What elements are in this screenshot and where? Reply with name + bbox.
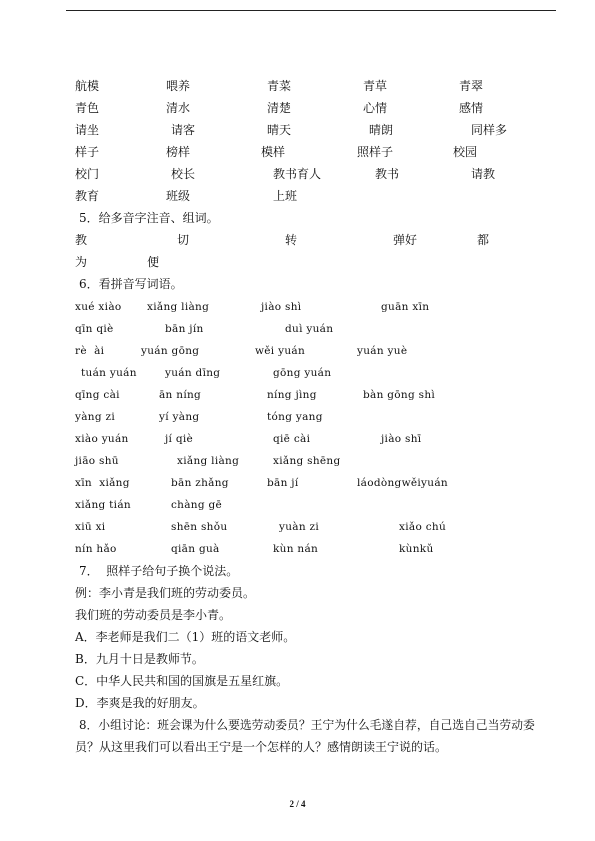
word: 航模 bbox=[75, 79, 100, 93]
pinyin-word: kùn nán bbox=[273, 543, 319, 555]
word: 青菜 bbox=[267, 79, 292, 93]
word-row bbox=[0, 187, 595, 205]
q8-line: 员？从这里我们可以看出王宁是一个怎样的人？感情朗读王宁说的话。 bbox=[75, 740, 448, 754]
word: 青翠 bbox=[459, 79, 484, 93]
pinyin-word: guān xīn bbox=[381, 301, 430, 313]
pinyin-row bbox=[0, 518, 595, 536]
pinyin-word: jí qiè bbox=[165, 433, 194, 445]
word: 喂养 bbox=[166, 79, 191, 93]
pinyin-word: xué xiào bbox=[75, 301, 122, 313]
header-rule bbox=[66, 10, 556, 11]
pinyin-word: láodòngwěiyuán bbox=[357, 477, 448, 489]
pinyin-word: tuán yuán bbox=[81, 367, 137, 379]
word: 清水 bbox=[166, 101, 191, 115]
word: 样子 bbox=[75, 145, 100, 159]
polyphone-char: 转 bbox=[285, 233, 298, 247]
word: 青色 bbox=[75, 101, 100, 115]
q6-title: 6．看拼音写词语。 bbox=[79, 277, 183, 291]
pinyin-word: wěi yuán bbox=[255, 345, 306, 357]
q7-example: 例：李小青是我们班的劳动委员。 bbox=[75, 586, 256, 600]
q7-title: 7． 照样子给句子换个说法。 bbox=[79, 564, 239, 578]
pinyin-row bbox=[0, 452, 595, 470]
pinyin-word: jiào shī bbox=[381, 433, 422, 445]
word: 同样多 bbox=[471, 123, 508, 137]
word: 模样 bbox=[261, 145, 286, 159]
page-number: 2 / 4 bbox=[289, 799, 306, 809]
word: 清楚 bbox=[267, 101, 292, 115]
q7-example-answer: 我们班的劳动委员是李小青。 bbox=[75, 608, 232, 622]
pinyin-word: jiāo shū bbox=[75, 455, 119, 467]
pinyin-word: bān zhǎng bbox=[171, 477, 229, 489]
word: 青草 bbox=[363, 79, 388, 93]
pinyin-word: ān níng bbox=[159, 389, 202, 401]
pinyin-word: rè ài bbox=[75, 345, 105, 357]
word-row bbox=[0, 99, 595, 117]
pinyin-row bbox=[0, 474, 595, 492]
pinyin-word: níng jìng bbox=[267, 389, 317, 401]
pinyin-word: bàn gōng shì bbox=[363, 389, 436, 401]
word: 教书 bbox=[375, 167, 400, 181]
q5-row bbox=[0, 231, 595, 249]
word-row bbox=[0, 121, 595, 139]
q5-row bbox=[0, 253, 595, 271]
word: 请教 bbox=[471, 167, 496, 181]
pinyin-word: duì yuán bbox=[285, 323, 334, 335]
word-row bbox=[0, 77, 595, 95]
pinyin-word: xiǎng liàng bbox=[147, 301, 210, 313]
pinyin-word: yàng zi bbox=[75, 411, 116, 423]
word: 请客 bbox=[171, 123, 196, 137]
pinyin-word: bān jín bbox=[165, 323, 204, 335]
word: 请坐 bbox=[75, 123, 100, 137]
pinyin-word: yuàn zi bbox=[279, 521, 320, 533]
pinyin-row bbox=[0, 386, 595, 404]
q5-title: 5．给多音字注音、组词。 bbox=[79, 211, 219, 225]
pinyin-word: chàng gē bbox=[171, 499, 223, 511]
pinyin-row bbox=[0, 540, 595, 558]
pinyin-word: nín hǎo bbox=[75, 543, 117, 555]
polyphone-char: 教 bbox=[75, 233, 88, 247]
q7-item: D．李爽是我的好朋友。 bbox=[75, 696, 205, 710]
word: 感情 bbox=[459, 101, 484, 115]
word: 教育 bbox=[75, 189, 100, 203]
pinyin-word: gōng yuán bbox=[273, 367, 332, 379]
word: 榜样 bbox=[166, 145, 191, 159]
word: 晴朗 bbox=[369, 123, 394, 137]
pinyin-word: xiǎng tián bbox=[75, 499, 131, 511]
word: 校园 bbox=[453, 145, 478, 159]
pinyin-word: yuán dīng bbox=[165, 367, 221, 379]
pinyin-word: qiān guà bbox=[171, 543, 220, 555]
pinyin-word: kùnkǔ bbox=[399, 543, 434, 555]
pinyin-row bbox=[0, 320, 595, 338]
pinyin-row bbox=[0, 408, 595, 426]
polyphone-char: 都 bbox=[477, 233, 490, 247]
pinyin-word: xiǎo chú bbox=[399, 521, 447, 533]
pinyin-row bbox=[0, 496, 595, 514]
pinyin-row bbox=[0, 298, 595, 316]
word: 心情 bbox=[363, 101, 388, 115]
pinyin-word: yuán yuè bbox=[357, 345, 408, 357]
pinyin-word: bān jí bbox=[267, 477, 299, 489]
q7-item: C．中华人民共和国的国旗是五星红旗。 bbox=[75, 674, 289, 688]
word: 班级 bbox=[166, 189, 191, 203]
pinyin-word: yí yàng bbox=[159, 411, 200, 423]
word: 晴天 bbox=[267, 123, 292, 137]
polyphone-char: 为 bbox=[75, 255, 88, 269]
pinyin-word: qiē cài bbox=[273, 433, 311, 445]
word: 教书育人 bbox=[273, 167, 322, 181]
word: 照样子 bbox=[357, 145, 394, 159]
pinyin-word: xiào yuán bbox=[75, 433, 129, 445]
q7-item: A．李老师是我们二（1）班的语文老师。 bbox=[75, 630, 296, 644]
word: 上班 bbox=[273, 189, 298, 203]
word: 校长 bbox=[171, 167, 196, 181]
pinyin-word: qīng cài bbox=[75, 389, 120, 401]
pinyin-row bbox=[0, 364, 595, 382]
polyphone-char: 便 bbox=[147, 255, 160, 269]
pinyin-word: shēn shǒu bbox=[171, 521, 228, 533]
pinyin-word: yuán gōng bbox=[141, 345, 200, 357]
word: 校门 bbox=[75, 167, 100, 181]
q8-line: 8．小组讨论：班会课为什么要选劳动委员？王宁为什么毛遂自荐，自己选自己当劳动委 bbox=[79, 718, 535, 732]
word-row bbox=[0, 165, 595, 183]
pinyin-word: xiū xi bbox=[75, 521, 106, 533]
pinyin-word: jiào shì bbox=[261, 301, 302, 313]
polyphone-char: 切 bbox=[177, 233, 190, 247]
pinyin-word: xīn xiǎng bbox=[75, 477, 130, 489]
pinyin-row bbox=[0, 430, 595, 448]
polyphone-char: 弹好 bbox=[393, 233, 418, 247]
pinyin-word: qīn qiè bbox=[75, 323, 114, 335]
q7-item: B．九月十日是教师节。 bbox=[75, 652, 204, 666]
pinyin-word: xiǎng liàng bbox=[177, 455, 240, 467]
pinyin-row bbox=[0, 342, 595, 360]
pinyin-word: xiǎng shēng bbox=[273, 455, 341, 467]
word-row bbox=[0, 143, 595, 161]
pinyin-word: tóng yang bbox=[267, 411, 323, 423]
